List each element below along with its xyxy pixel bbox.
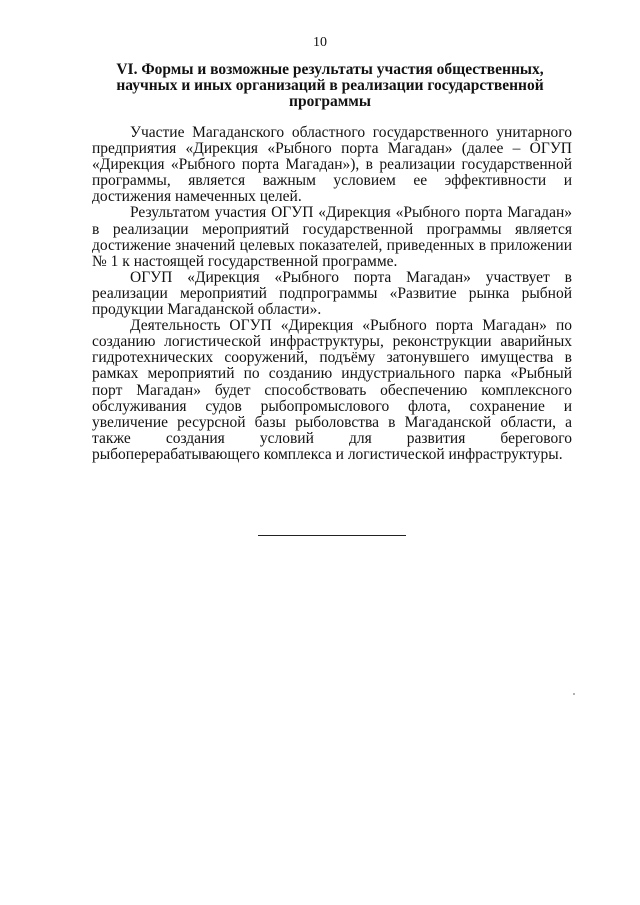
section-title: VI. Формы и возможные результаты участия общественных, научных и иных организаций в реализации государственной программы bbox=[116, 61, 544, 110]
scan-speck bbox=[573, 693, 575, 695]
paragraph: ОГУП «Дирекция «Рыбного порта Магадан» участвует в реализации мероприятий подпрограммы «Развитие рынка рыбной продукции Магаданской области». bbox=[92, 268, 572, 319]
paragraph: Деятельность ОГУП «Дирекция «Рыбного порта Магадан» по созданию логистической инфраструктуры, реконструкции аварийных гидротехнических сооружений, подъёму затонувшего имущества в рамках мероприятий по созданию индустриального парка «Рыбный порт Магадан» будет способствовать обеспечению комплексного обслуживания судов рыбопромыслового флота, сохранение и увеличение ресурсной базы рыболовства в Магаданской области, а также создания условий для развития берегового рыбоперерабатывающего комплекса и логистической инфраструктуры. bbox=[92, 317, 572, 463]
paragraph: Результатом участия ОГУП «Дирекция «Рыбного порта Магадан» в реализации мероприятий государственной программы является достижение значений целевых показателей, приведенных в приложении № 1 к настоящей государственной программе. bbox=[92, 204, 572, 270]
end-of-section-divider bbox=[258, 535, 406, 536]
page-number: 10 bbox=[313, 35, 327, 50]
document-body bbox=[92, 125, 572, 463]
paragraph: Участие Магаданского областного государственного унитарного предприятия «Дирекция «Рыбного порта Магадан» (далее – ОГУП «Дирекция «Рыбного порта Магадан»), в реализации государственной программы, является важным условием ее эффективности и достижения намеченных целей. bbox=[92, 124, 572, 206]
